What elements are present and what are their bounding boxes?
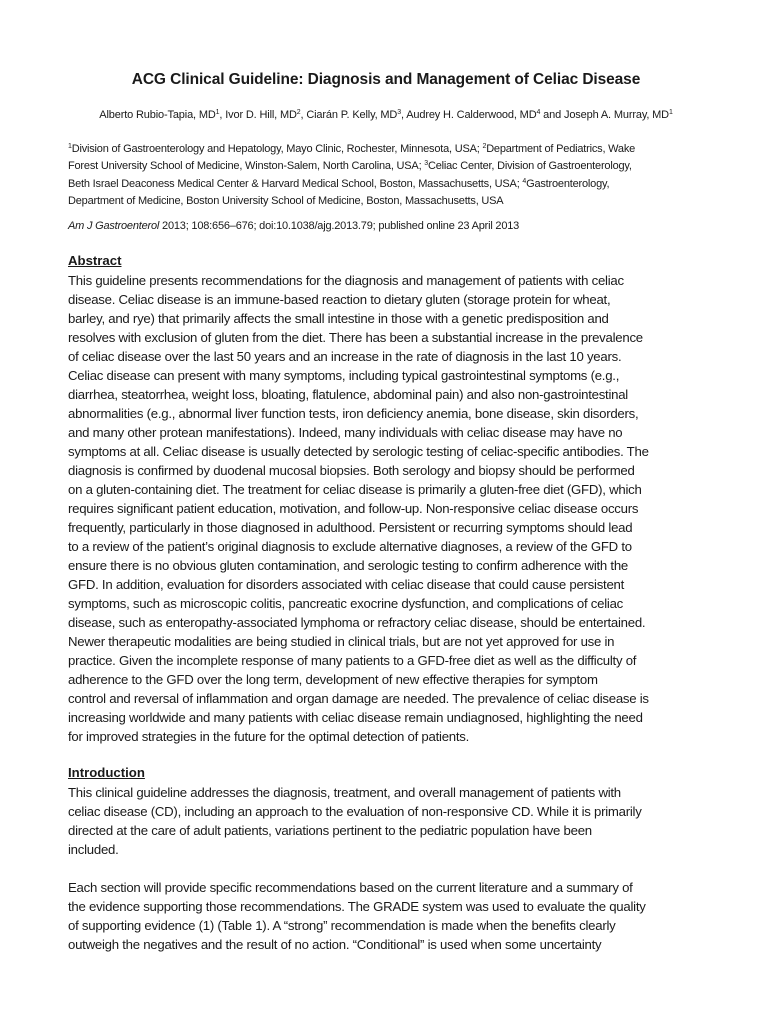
author-name: Joseph A. Murray, MD [563,109,669,121]
text-line: barley, and rye) that primarily affects the small intestine in those with a genetic predisposition and [68,311,609,326]
text-line: to a review of the patient’s original diagnosis to exclude alternative diagnoses, a review of the GFD to [68,539,632,554]
text-line: resolves with exclusion of gluten from the diet. There has been a substantial increase in the prevalence [68,330,643,345]
text-line: diagnosis is confirmed by duodenal mucosal biopsies. Both serology and biopsy should be performed [68,463,635,478]
text-line: Newer therapeutic modalities are being studied in clinical trials, but are not yet approved for use in [68,634,615,649]
text-line: control and reversal of inflammation and organ damage are needed. The prevalence of celiac disease is [68,691,649,706]
text-line: disease. Celiac disease is an immune-based reaction to dietary gluten (storage protein for wheat, [68,292,611,307]
text-line: directed at the care of adult patients, variations pertinent to the pediatric population have been [68,823,592,838]
text-line: the evidence supporting those recommendations. The GRADE system was used to evaluate the quality [68,899,646,914]
abstract-body [68,271,649,746]
text-line: adherence to the GFD over the long term, development of new effective therapies for symptom [68,672,598,687]
text-line: for improved strategies in the future for the optimal detection of patients. [68,729,470,744]
author-affiliation-marker: 4 [536,109,541,116]
text-line: increasing worldwide and many patients with celiac disease remain undiagnosed, highlighting the need [68,710,643,725]
text-line: of celiac disease over the last 50 years and an increase in the rate of diagnosis in the last 10 years. [68,349,622,364]
author-list: Alberto Rubio-Tapia, $MD^1$, Ivor D. Hill, $MD^2$, Ciarán P. Kelly, $MD^3$, Audrey H. Calderwood, $MD^4$ and Joseph A. Murray, $MD^1$ [99,109,673,121]
text-line: Each section will provide specific recommendations based on the current literature and a summary of [68,880,633,895]
introduction-paragraph-2 [68,878,646,954]
text-line: of supporting evidence (1) (Table 1). A “strong” recommendation is made when the benefits clearly [68,918,616,933]
text-line: disease, such as enteropathy-associated lymphoma or refractory celiac disease, should be entertained. [68,615,646,630]
text-line: frequently, particularly in those diagnosed in adulthood. Persistent or recurring symptoms should lead [68,520,633,535]
author-affiliation-marker: 1 [668,109,673,116]
text-line: and many other protean manifestations). Indeed, many individuals with celiac disease may have no [68,425,623,440]
affiliations [68,141,704,210]
text-line: outweigh the negatives and the result of no action. “Conditional” is used when some uncertainty [68,937,602,952]
text-line: symptoms at all. Celiac disease is usually detected by serologic testing of celiac-specific antibodies. The [68,444,649,459]
author-affiliation-marker: 2 [296,109,301,116]
affiliation-line: Department of Medicine, Boston University School of Medicine, Boston, Massachusetts, USA [68,194,504,207]
introduction-paragraph-1 [68,783,642,859]
journal-name: Am J Gastroenterol [68,220,160,232]
text-line: abnormalities (e.g., abnormal liver function tests, iron deficiency anemia, bone disease, skin disorders, [68,406,639,421]
text-line: requires significant patient education, motivation, and follow-up. Non-responsive celiac disease occurs [68,501,639,516]
author-affiliation-marker: 3 [397,109,401,116]
affiliation-line: Forest University School of Medicine, Winston-Salem, North Carolina, USA; $^3$Celiac Center, Division of Gastroenterology, [68,160,632,173]
text-line: on a gluten-containing diet. The treatment for celiac disease is primarily a gluten-free diet (GFD), which [68,482,642,497]
author-affiliation-marker: 1 [215,109,220,116]
citation-details: 2013; 108:656–676; doi:10.1038/ajg.2013.79; published online 23 April 2013 [159,220,520,232]
text-line: symptoms, such as microscopic colitis, pancreatic exocrine dysfunction, and complications of celiac [68,596,624,611]
abstract-heading: Abstract [68,253,122,268]
affiliation-line: $^1$Division of Gastroenterology and Hepatology, Mayo Clinic, Rochester, Minnesota, USA; $^2$Department of Pediatrics, Wake [68,143,636,155]
text-line: practice. Given the incomplete response of many patients to a GFD-free diet as well as the difficulty of [68,653,637,668]
text-line: Celiac disease can present with many symptoms, including typical gastrointestinal symptoms (e.g., [68,368,620,383]
author-name: Ciarán P. Kelly, MD [306,109,398,121]
author-name: Alberto Rubio-Tapia, MD [99,109,216,121]
text-line: celiac disease (CD), including an approach to the evaluation of non-responsive CD. While it is primarily [68,804,642,819]
text-line: This clinical guideline addresses the diagnosis, treatment, and overall management of patients with [68,785,621,800]
text-line: diarrhea, steatorrhea, weight loss, bloating, flatulence, abdominal pain) and also non-gastrointestinal [68,387,628,402]
text-line: This guideline presents recommendations for the diagnosis and management of patients with celiac [68,273,624,288]
text-line: ensure there is no obvious gluten contamination, and serologic testing to confirm adherence with the [68,558,628,573]
paper-title: ACG Clinical Guideline: Diagnosis and Management of Celiac Disease [131,71,641,88]
text-line: included. [68,842,119,857]
author-name: Audrey H. Calderwood, MD [406,109,537,121]
author-name: Ivor D. Hill, MD [225,109,297,121]
introduction-heading: Introduction [68,765,145,780]
citation [68,220,519,232]
affiliation-line: Beth Israel Deaconess Medical Center & Harvard Medical School, Boston, Massachusetts, USA; $^4$Gastroenterology, [68,177,610,190]
text-line: GFD. In addition, evaluation for disorders associated with celiac disease that could cause persistent [68,577,625,592]
